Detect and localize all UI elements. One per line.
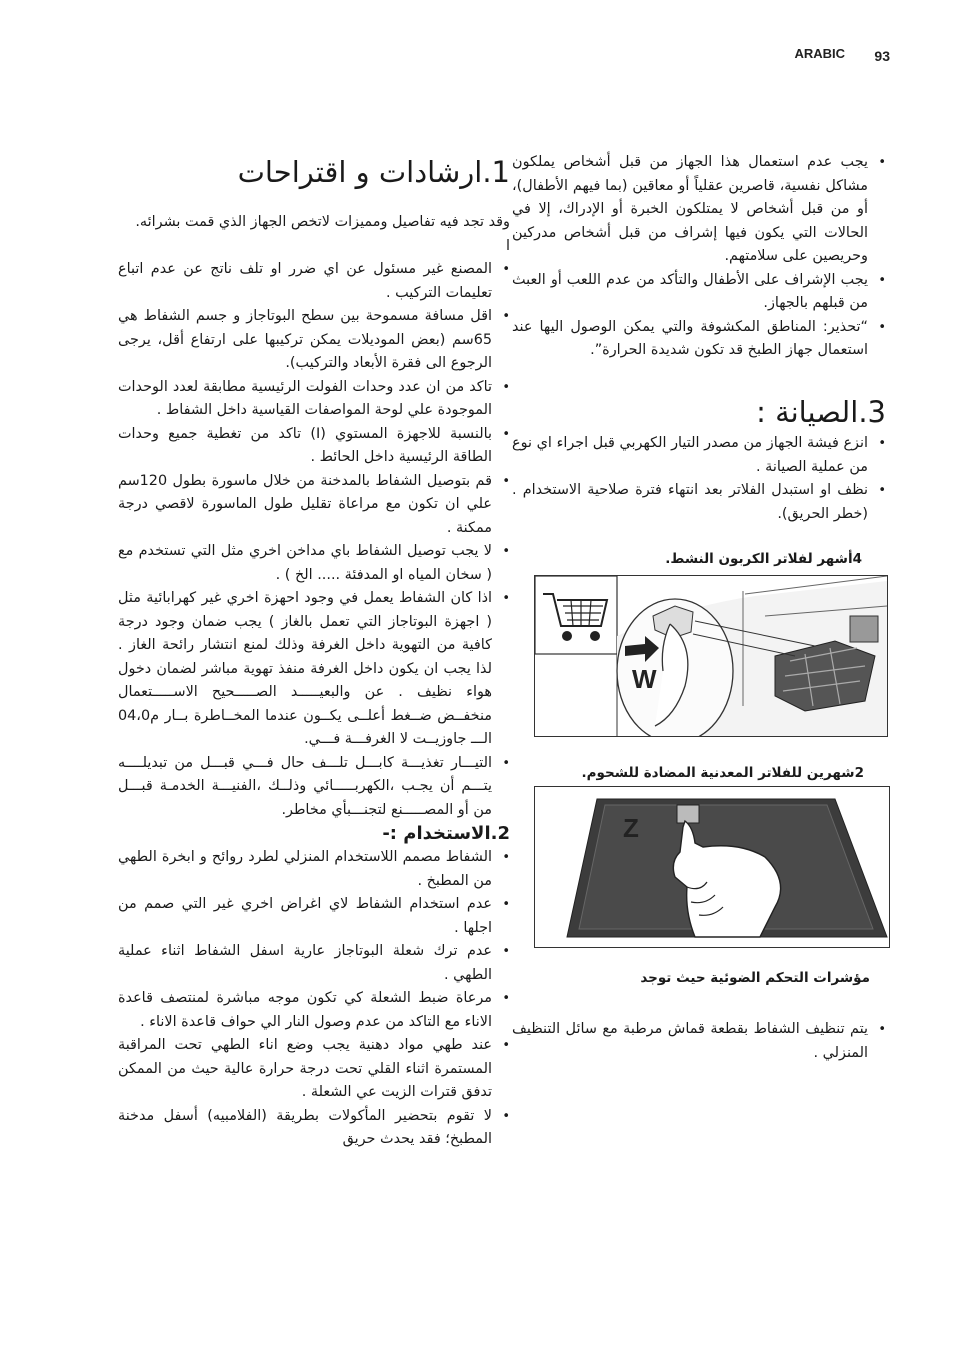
maintenance-section [512, 392, 886, 526]
grease-filter-figure [534, 786, 890, 948]
list-item: • يتم تنظيف الشفاط بقطعة قماش مرطبة مع سائل التنظيف المنزلي . [512, 1018, 868, 1065]
maintenance-title: 3.الصيانة : [756, 395, 886, 429]
list-item: • نظف او استبدل الفلاتر بعد انتهاء فترة صلاحية الاستخدام . (خطر الحريق). [512, 479, 868, 526]
list-item: • الشفاط مصمم اللاستخدام المنزلي لطرد روائح و ابخرة الطهي من المطبخ . [118, 846, 492, 893]
list-item: • بالنسبة للاجهزة المستوي (I) تاكد من تغطية جميع وحدات الطاقة الرئيسية داخل الحائط . [118, 423, 492, 470]
right-column-intro [512, 151, 886, 363]
list-item: • لا يجب توصيل الشفاط باي مداخن اخري مثل التي تستخدم مع ( سخان المياه او المدفئة ..... الخ ) . [118, 540, 492, 587]
guidelines-intro: وقد تجد فيه تفاصيل ومميزات لاتخص الجهاز الذي قمت بشرائه. [135, 214, 510, 230]
left-column [118, 152, 510, 1152]
cleaning-bullet-list [512, 1018, 886, 1065]
indicators-heading: مؤشرات التحكم الضوئية حيث توجد [640, 970, 870, 986]
language-label: ARABIC [794, 46, 845, 61]
carbon-filter-illustration [535, 576, 887, 736]
figure2-caption: 2شهرين للفلاتر المعدنية المضادة للشحوم. [581, 765, 864, 781]
guidelines-title: 1.ارشادات و اقتراحات [237, 155, 510, 189]
list-item: • اقل مسافة مسموحة بين سطح البوتاجاز و جسم الشفاط هي 65سم (بعض الموديلات يمكن تركيبها على ارتفاع أقل، يرجى الرجوع الى فقرة الأبعاد والتركيب). [118, 305, 492, 376]
guidelines-bullet-list [118, 258, 510, 822]
list-item: • انزع فيشة الجهاز من مصدر التيار الكهربي قبل اجراء اي نوع من عملية الصيانة . [512, 432, 868, 479]
figure-label-z: Z [623, 813, 639, 843]
list-item: • عدم ترك شعلة البوتاجاز عارية اسفل الشفاط اثناء عملية الطهي . [118, 940, 492, 987]
list-item: • عدم استخدام الشفاط لاي اغراض اخري غير التي صمم من اجلها . [118, 893, 492, 940]
list-item: • لا تقوم بتحضير المأكولات بطريقة (الفلامبيه) أسفل مدخنة المطبخ؛ فقد يحدث حريق [118, 1105, 492, 1152]
figure-label-w: W [632, 664, 657, 694]
maintenance-bullet-list [512, 432, 886, 526]
grease-filter-illustration [535, 787, 889, 947]
cleaning-section [512, 1018, 886, 1065]
list-item: • اذا كان الشفاط يعمل في وجود احهزة اخري غير كهرابائية مثل ( اجهزة البوتاجاز التي تعمل بالغاز ) يجب ضمان وجود درجة كافية من التهوية داخل الغرفة وذلك لمنع انتشار رائحة الغاز . لذا يجب ان يكون داخل الغرفة منفذ تهوية مباشر لضمان دخول هواء نظيف . عن والبعيـــــد الصـــــحيح الاســـــتعمال منخفــض ضــغط أعلــى يكــون عندما المخــاطرة بــار م04،0 الـــ جاوزيــت لا الغرفـــة فـــي. [118, 587, 492, 752]
list-item: • تاكد من ان عدد وحدات الفولت الرئيسية مطابقة لعدد الوحدات الموجودة علي لوحة المواصفات القياسية داخل الشفاط . [118, 376, 492, 423]
list-item: • التيـــار تغذيـــة كابـــل تلـــف حال فـــي قبـــل من تبديلــــه يتـــم أن يجـب ،الكهربـــــائي وذلــك ،الفنيـــة الخدمـة قبـــل من أو المصـــــنع لتجنـــبأي مخاطر. [118, 752, 492, 823]
carbon-filter-figure [534, 575, 888, 737]
usage-bullet-list [118, 846, 510, 1152]
list-item: • مرعاة ضبط الشعلة كي تكون موجه مباشرة لمنتصف قاعدة الاناء مع التاكد من عدم وصول النار الي حواف قاعدة الاناء . [118, 987, 492, 1034]
page-header [760, 46, 900, 68]
list-item: • المصنع غير مسئول عن اي ضرر او تلف ناتج عن عدم اتباع تعليمات التركيب . [118, 258, 492, 305]
list-item: • “تحذير: المناطق المكشوفة والتي يمكن الوصول اليها عند استعمال جهاز الطبخ قد تكون شديدة الحرارة”. [512, 316, 868, 363]
list-item: • قم بتوصيل الشفاط بالمدخنة من خلال ماسورة بطول 120سم علي ان تكون مع مراعاة تقليل طول الماسورة لاقصي درجة ممكنة . [118, 470, 492, 541]
list-item: • عند طهي مواد دهنية يجب وضع اناء الطهي تحت المراقبة المستمرة اثناء القلي تحت درجة حرارة عالية حيث من الممكن تدفق قترات الزيت عي الشعلة . [118, 1034, 492, 1105]
usage-title: 2.الاستخدام :- [382, 823, 510, 844]
stray-character: ا [506, 237, 510, 254]
list-item: • يجب الإشراف على الأطفال والتأكد من عدم اللعب أو العبث من قبلهم بالجهاز. [512, 269, 868, 316]
safety-bullet-list [512, 151, 886, 363]
list-item: • يجب عدم استعمال هذا الجهاز من قبل أشخاص يملكون مشاكل نفسية، قاصرين عقلياً أو معاقين (بما فيهم الأطفال)، أو من قبل أشخاص لا يمتلكون الخبرة أو الإدراك، إلا في الحالات التي يكون فيها إشراف من قبل أشخاص مدركين وحريصين على سلامتهم. [512, 151, 868, 269]
figure1-caption: 4أشهر لفلاتر الكربون النشط. [665, 551, 862, 567]
page-number: 93 [874, 48, 890, 64]
